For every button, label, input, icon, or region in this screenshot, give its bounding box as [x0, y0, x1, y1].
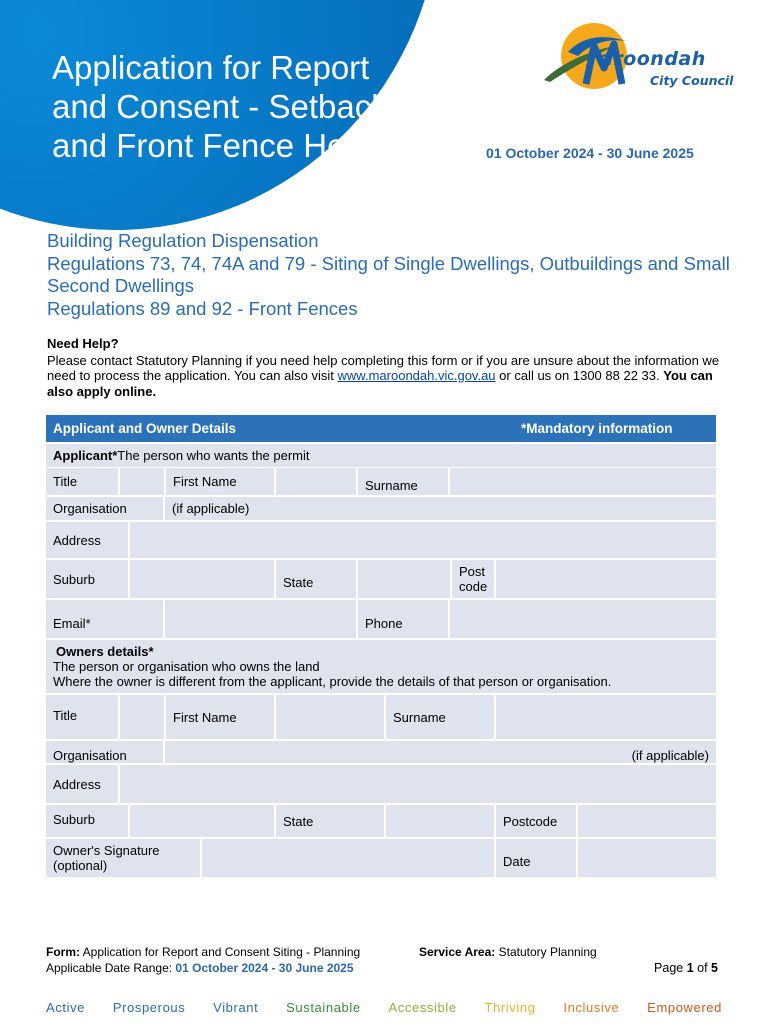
owner-state-label: State	[276, 805, 384, 837]
applicant-organisation-label: Organisation	[46, 497, 163, 520]
regulation-subtitles	[47, 230, 737, 320]
owner-signature-label: Owner's Signature (optional)	[46, 839, 200, 877]
applicant-first-name-field[interactable]	[276, 468, 356, 495]
applicant-title-label: Title	[46, 468, 118, 495]
owner-date-field[interactable]	[578, 839, 716, 877]
applicant-label: Applicant* The person who wants the permit	[46, 444, 716, 467]
mandatory-note: *Mandatory information	[521, 421, 673, 436]
owner-suburb-field[interactable]	[130, 805, 274, 837]
owner-postcode-field[interactable]	[578, 805, 716, 837]
subtitle-dispensation: Building Regulation Dispensation	[47, 230, 319, 251]
applicant-postcode-field[interactable]	[496, 560, 716, 598]
applicant-surname-field[interactable]	[450, 468, 716, 495]
applicant-phone-label: Phone	[358, 600, 448, 638]
applicant-address-label: Address	[46, 522, 128, 558]
applicant-email-label: Email*	[46, 600, 163, 638]
owner-first-name-field[interactable]	[276, 695, 384, 739]
value-prosperous: Prosperous	[112, 1000, 186, 1015]
owner-signature-field[interactable]	[202, 839, 494, 877]
applicant-title-field[interactable]	[120, 468, 164, 495]
value-accessible: Accessible	[388, 1000, 457, 1015]
owners-details-block	[46, 640, 716, 693]
applicant-postcode-label: Post code	[452, 560, 494, 598]
applicant-phone-field[interactable]	[450, 600, 716, 638]
applicant-organisation-field[interactable]: (if applicable)	[165, 497, 716, 520]
owner-postcode-label: Postcode	[496, 805, 576, 837]
owners-heading: Owners details*	[56, 644, 154, 659]
applicant-state-label: State	[276, 560, 356, 598]
value-empowered: Empowered	[647, 1000, 722, 1015]
applicant-suburb-label: Suburb	[46, 560, 128, 598]
form-header: Applicant and Owner Details *Mandatory information	[46, 415, 716, 442]
value-inclusive: Inclusive	[563, 1000, 620, 1015]
document-title: Application for Report and Consent - Setbacks and Front Fence Height	[52, 49, 405, 164]
owner-state-field[interactable]	[386, 805, 494, 837]
council-values	[46, 1000, 722, 1015]
help-heading: Need Help?	[47, 336, 119, 351]
owner-first-name-label: First Name	[166, 695, 274, 739]
owners-desc-1: The person or organisation who owns the land	[53, 659, 320, 674]
applicant-state-field[interactable]	[358, 560, 450, 598]
page-footer	[46, 944, 718, 976]
help-section	[47, 336, 737, 399]
owner-date-label: Date	[496, 839, 576, 877]
owner-surname-label: Surname	[386, 695, 494, 739]
applicant-first-name-label: First Name	[166, 468, 274, 495]
applicant-surname-label: Surname	[358, 468, 448, 495]
website-link[interactable]: www.maroondah.vic.gov.au	[337, 368, 496, 383]
owner-address-field[interactable]	[120, 765, 716, 803]
applicant-email-field[interactable]	[165, 600, 356, 638]
logo-subtitle: City Council	[650, 73, 734, 88]
subtitle-regulations-siting: Regulations 73, 74, 74A and 79 - Siting of Single Dwellings, Outbuildings and Small Second Dwellings	[47, 252, 730, 296]
date-range: 01 October 2024 - 30 June 2025	[486, 145, 694, 161]
applicant-suburb-field[interactable]	[130, 560, 274, 598]
owners-desc-2: Where the owner is different from the applicant, provide the details of that person or organisation.	[53, 674, 612, 689]
owner-title-field[interactable]	[120, 695, 164, 739]
footer-date-range: Applicable Date Range: 01 October 2024 - 30 June 2025	[46, 961, 354, 975]
owner-address-label: Address	[46, 765, 118, 803]
owner-surname-field[interactable]	[496, 695, 716, 739]
logo-wordmark: aroondah	[600, 48, 706, 70]
applicant-address-field[interactable]	[130, 522, 716, 558]
subtitle-regulations-fences: Regulations 89 and 92 - Front Fences	[47, 297, 358, 319]
owner-organisation-label: Organisation	[46, 741, 163, 763]
value-vibrant: Vibrant	[213, 1000, 259, 1015]
value-thriving: Thriving	[484, 1000, 536, 1015]
owner-organisation-field[interactable]: (if applicable)	[165, 741, 716, 763]
owner-title-label: Title	[46, 695, 118, 739]
applicant-owner-form	[46, 415, 716, 877]
value-sustainable: Sustainable	[286, 1000, 361, 1015]
footer-form: Form: Application for Report and Consent Siting - Planning	[46, 945, 361, 959]
footer-service-area: Service Area: Statutory Planning	[419, 945, 597, 959]
owner-suburb-label: Suburb	[46, 805, 128, 837]
help-text: Please contact Statutory Planning if you need help completing this form or if you are unsure about the information we need to process the application. You can also visit www.maroondah.vic.gov.au or call us on 1300 88 22 33. You can also apply online.	[47, 352, 720, 399]
page-number: Page 1 of 5	[654, 961, 718, 975]
value-active: Active	[46, 1000, 86, 1015]
